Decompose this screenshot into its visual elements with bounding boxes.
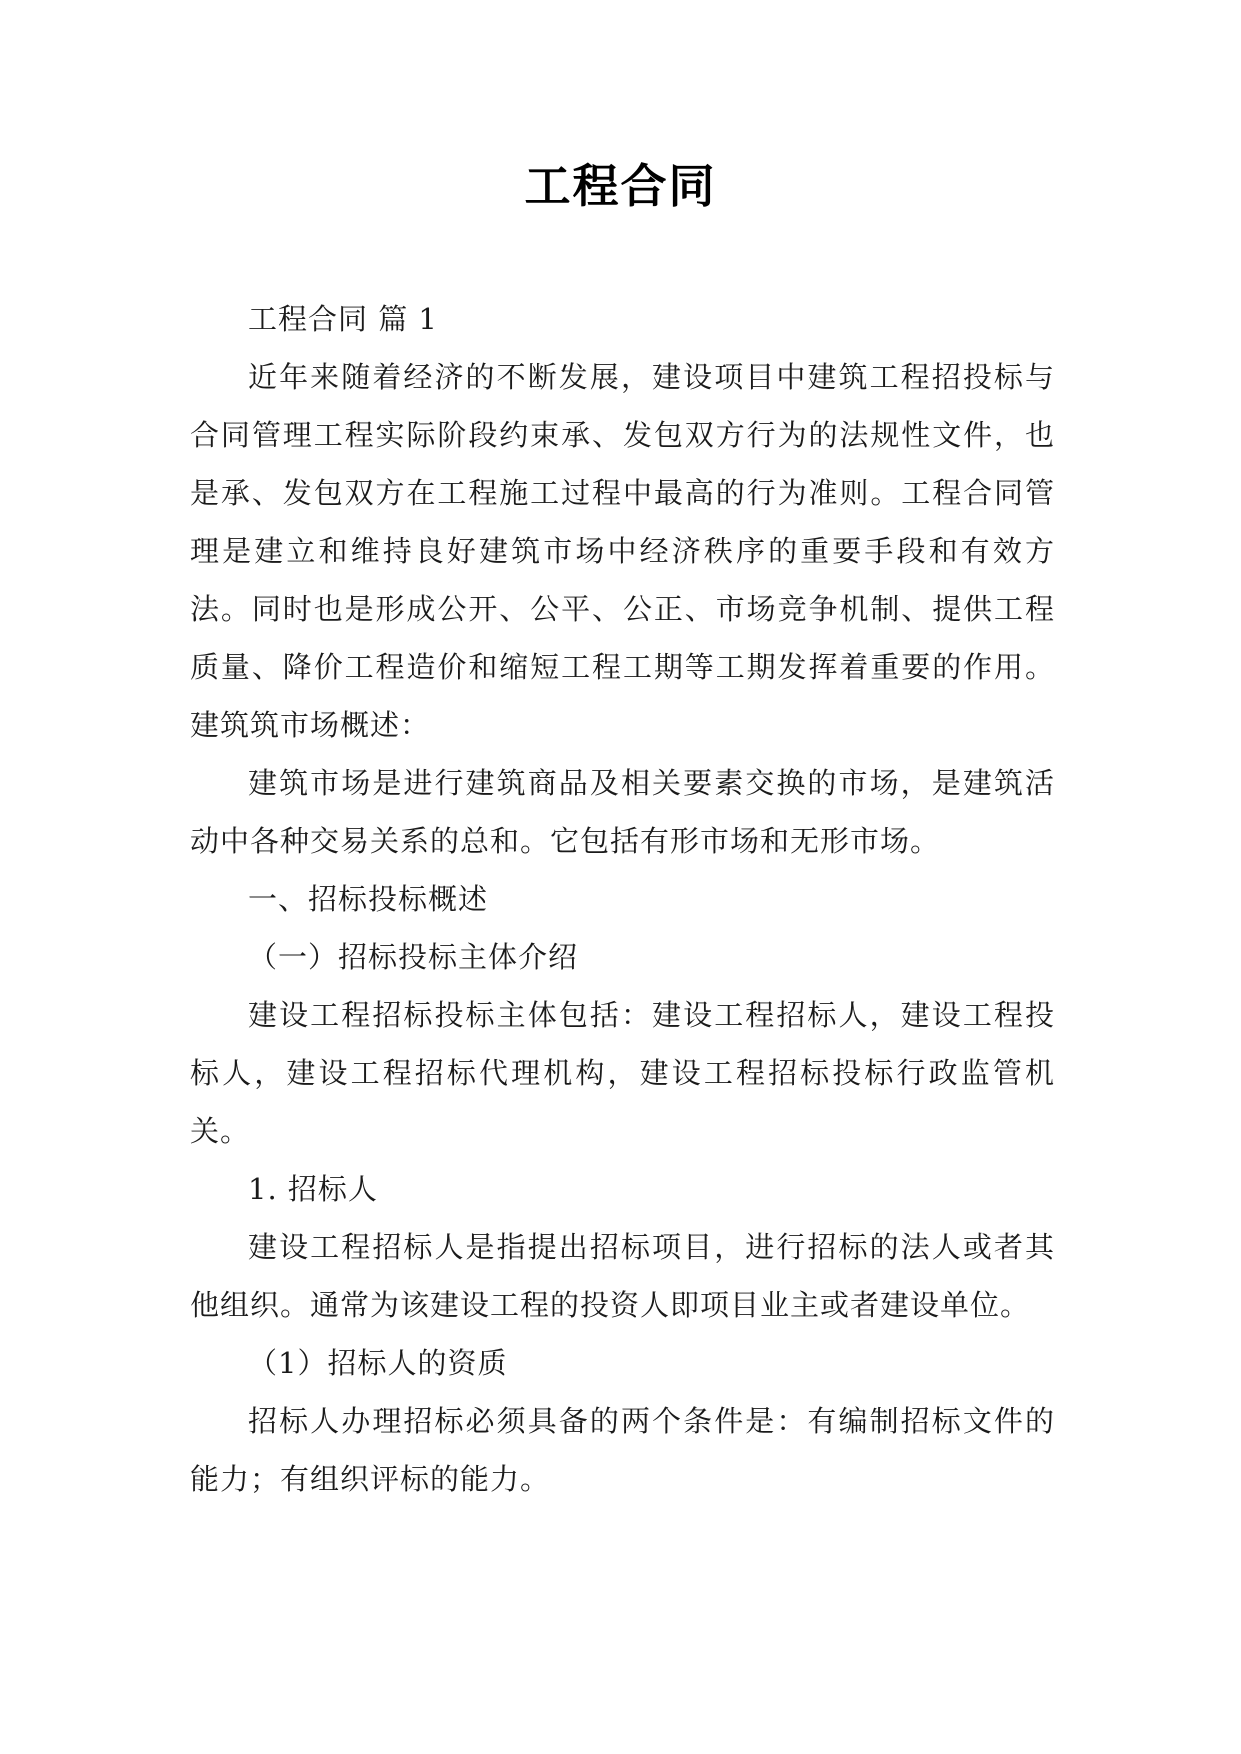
subsection-heading: （1）招标人的资质 xyxy=(248,1346,508,1380)
document-body xyxy=(190,290,1055,1508)
subsection-heading: 1. 招标人 xyxy=(248,1172,378,1206)
body-paragraph: 招标人办理招标必须具备的两个条件是：有编制招标文件的能力；有组织评标的能力。 xyxy=(190,1404,1055,1496)
section-heading: 工程合同 篇 1 xyxy=(248,302,438,336)
body-paragraph: 建筑市场是进行建筑商品及相关要素交换的市场，是建筑活动中各种交易关系的总和。它包括有形市场和无形市场。 xyxy=(190,766,1055,858)
document-title: 工程合同 xyxy=(524,159,717,213)
section-heading: 一、招标投标概述 xyxy=(248,882,489,916)
body-paragraph: 建设工程招标人是指提出招标项目，进行招标的法人或者其他组织。通常为该建设工程的投资人即项目业主或者建设单位。 xyxy=(190,1230,1055,1322)
body-paragraph: 近年来随着经济的不断发展，建设项目中建筑工程招投标与合同管理工程实际阶段约束承、发包双方行为的法规性文件，也是承、发包双方在工程施工过程中最高的行为准则。工程合同管理是建立和维持良好建筑市场中经济秩序的重要手段和有效方法。同时也是形成公开、公平、公正、市场竞争机制、提供工程质量、降价工程造价和缩短工程工期等工期发挥着重要的作用。 建筑筑市场概述： xyxy=(190,360,1055,742)
subsection-heading: （一）招标投标主体介绍 xyxy=(248,940,579,974)
body-paragraph: 建设工程招标投标主体包括：建设工程招标人，建设工程投标人，建设工程招标代理机构，建设工程招标投标行政监管机关。 xyxy=(190,998,1055,1148)
